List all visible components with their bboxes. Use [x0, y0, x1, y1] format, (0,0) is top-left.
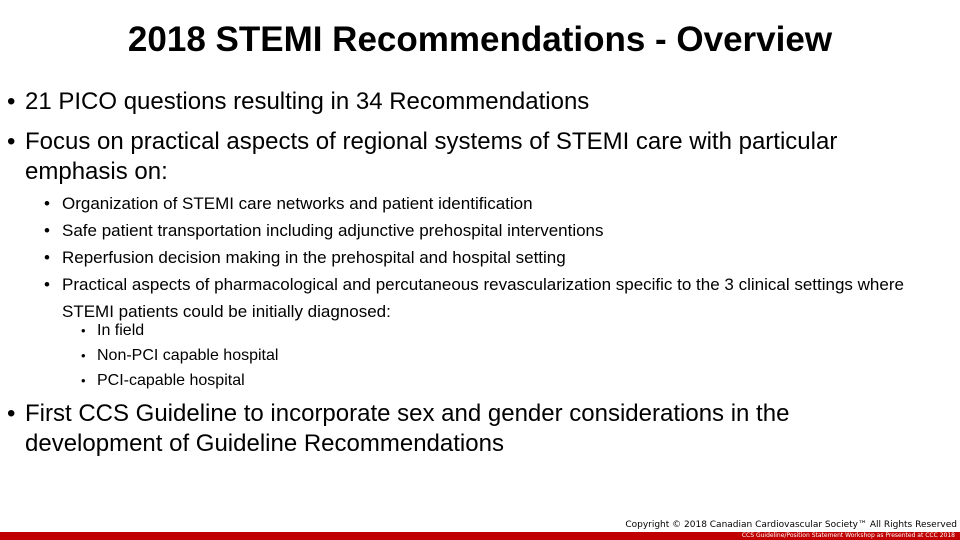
bullet-glyph: •: [44, 275, 50, 294]
copyright-text: Copyright © 2018 Canadian Cardiovascular Society™ All Rights Reserved: [625, 520, 957, 530]
bullet-text: First CCS Guideline to incorporate sex and gender considerations in the development of Guideline Recommendations: [25, 400, 790, 457]
bullet-glyph: •: [81, 373, 86, 388]
bullet-text: Focus on practical aspects of regional systems of STEMI care with particular emphasis on:: [25, 128, 838, 185]
sub-bullet-text: Practical aspects of pharmacological and percutaneous revascularization specific to the 3 clinical settings where STEMI patients could be initially diagnosed:: [62, 275, 904, 321]
bullet-glyph: •: [44, 248, 50, 267]
sub-sub-bullet-text: PCI-capable hospital: [97, 372, 245, 389]
sub-bullet-text: Organization of STEMI care networks and patient identification: [62, 194, 533, 213]
sub-bullet-text: Safe patient transportation including adjunctive prehospital interventions: [62, 221, 604, 240]
bullet-text: 21 PICO questions resulting in 34 Recommendations: [25, 88, 590, 115]
bullet-glyph: •: [81, 348, 86, 363]
bullet-glyph: •: [7, 400, 16, 427]
footer-bar: [0, 532, 960, 540]
footer: [625, 520, 957, 531]
sub-bullet-text: Reperfusion decision making in the prehospital and hospital setting: [62, 248, 566, 267]
sub-sub-bullet-text: Non-PCI capable hospital: [97, 347, 279, 364]
sub-sub-bullet-text: In field: [97, 322, 145, 339]
bullet-glyph: •: [81, 323, 86, 338]
bullet-glyph: •: [7, 88, 16, 115]
bullet-glyph: •: [44, 194, 50, 213]
slide-title: 2018 STEMI Recommendations - Overview: [127, 20, 833, 59]
footer-subline: CCS Guideline/Position Statement Workshop as Presented at CCC 2018: [741, 532, 955, 539]
bullet-glyph: •: [44, 221, 50, 240]
bullet-glyph: •: [7, 128, 16, 155]
